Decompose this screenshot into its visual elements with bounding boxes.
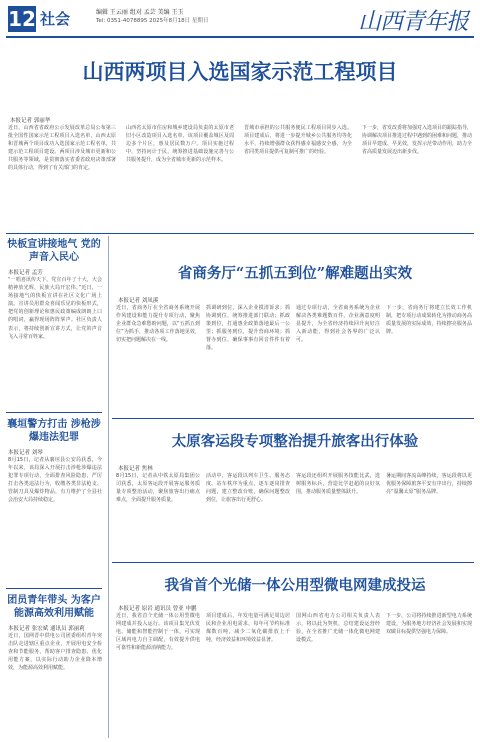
story4-column-1: 近日，我省首个光储一体公用型微电网建成并投入运行。该项目集光伏发电、储能和智能控制于一体，可实现区域内电力自主调配，有效提升供电可靠性和新能源消纳能力。 [116,613,200,652]
lead-column-2: 山西省太原市住房和城乡建设局负责的太原市老旧小区改造项目入选名单，该项目覆盖城区及周边多个片区，惠及居民数万户。项目实施过程中，坚持问计于民，统筹推进基础设施完善与公共服务提升，成为全省城市更新的示范样本。 [126,125,234,164]
story3-column-3: 客运段还组织开展服务技能比武，选树服务标兵，营造比学赶超的良好氛围，推动服务质量整体跃升。 [296,473,380,496]
lead-column-1: 近日，山西省省政府公示发展改革总局公布第三批全国性国家示范工程项目入选名单，山西太原和晋城两个项目成功入选国家示范工程名单，共建示范工程项目建设。两项目涉及城市更新和公共服务等领域，是贯彻落实省委省政府决策部署的具体行动，得到了有关部门的肯定。 [8,125,116,172]
side-body-3: 近日，国网晋中供电公司团委组织青年突击队走进辖区重点企业，开展用电安全检查和节能服务，帮助客户排查隐患、优化用能方案，以实际行动助力企业降本增效，为能源高效利用赋能。 [8,633,102,672]
story4-headline: 我省首个光储一体公用型微电网建成投运 [164,577,426,594]
side-divider-1 [6,412,102,413]
side-byline-1: 本报记者 孟芳 [8,270,43,276]
lead-byline: 本报记者 郭丽华 [10,118,51,124]
date-line: Tel: 0351-4078895 2025年8月18日 星期日 [96,18,209,24]
story4-column-3: 国网山西省电力公司相关负责人表示，将以此为契机，总结建设运营经验，在全省推广光储一体化微电网建设模式。 [296,613,380,644]
story4-column-2: 项目建成后，年发电量可满足周边居民和企业用电需求，每年可节约标准煤数百吨，减少二氧化碳排放上千吨，经济效益和环境效益显著。 [206,613,290,644]
story3-column-1: 8月15日，记者从中铁太原局集团公司获悉，太原客运段开展客运服务质量专项整治活动，聚焦旅客出行痛点难点，全面提升服务质量。 [116,473,200,504]
story2-byline: 本报记者 刘凤溪 [118,298,159,304]
side-headline-3: 团员青年带头 为客户能源高效利用赋能 [7,595,101,619]
lead-divider [6,233,474,234]
lead-column-3: 晋城市承担的公共服务便民工程项目同步入选。项目建成后，将进一步提升城乡公共服务均等化水平，持续增强群众获得感幸福感安全感，为全省同类项目提供可复制可推广的经验。 [244,125,352,156]
side-body-1: “一唱喜讯传天下，党宣百年了十大，大会精神放光辉，民族大局开宏伟。”近日，一场接地气的快板宣讲在社区文化广场上演。宣讲员用群众喜闻乐见的快板形式，把党的创新理论和惠民政策编成朗朗上口的唱词，赢得现场阵阵掌声。社区负责人表示，将持续创新宣讲方式，让党的声音飞入寻常百姓家。 [8,277,102,340]
story2-column-1: 近日，省商务厅在全省商务系统开展作风建设和能力提升专项行动，聚焦企业群众急难愁盼问题，以“五抓五到位”为抓手，推动各项工作落地见效，切实把问题解决在一线。 [116,305,200,344]
story2-column-4: 下一步，省商务厅将建立长效工作机制，把专项行动成果转化为推动商务高质量发展的实际成效，持续擦亮服务品牌。 [386,305,472,336]
story3-divider [112,562,474,563]
newspaper-logo: 山西青年报 [358,9,468,35]
story2-divider [112,418,474,419]
section-title: 社会 [40,10,71,28]
story2-column-2: 抓调研到位，深入企业摸清诉求；抓协调到位，统筹推进部门联动；抓政策到位，打通惠企政策落地最后一公里；抓服务到位，提升营商环境；抓督办到位，确保事事有回音件件有着落。 [206,305,290,352]
lead-column-4: 下一步，省发改委将加强对入选项目的跟踪指导，协调解决项目推进过程中遇到的困难和问题，推动项目早建成、早见效，发挥示范带动作用，助力全省高质量发展迈出新步伐。 [362,125,472,156]
editor-credits: 编辑 王云丽 组对 孟芸 美编 王玉 [96,9,184,16]
masthead-rule [6,36,474,38]
story2-headline: 省商务厅“五抓五到位”解难题出实效 [177,265,413,282]
side-headline-1: 快板宣讲接地气 党的声音入民心 [7,239,101,263]
side-body-2: 8月15日，记者从襄垣县公安局获悉，今年以来，该局深入开展打击涉枪涉爆违法犯罪专项行动，全面排查风险隐患，严厉打击各类违法行为，收缴各类非法枪支、管制刀具及爆炸物品，有力维护了全县社会治安大局持续稳定。 [8,457,102,504]
lead-headline: 山西两项目入选国家示范工程项目 [82,59,398,84]
side-divider-2 [6,588,102,589]
page-number: 12 [8,7,36,31]
story4-column-4: 下一步，公司将持续推进新型电力系统建设，为服务地方经济社会发展和实现双碳目标提供坚强电力保障。 [386,613,472,636]
side-byline-2: 本报记者 刘琴 [8,450,43,456]
story3-byline: 本报记者 焦林 [118,466,153,472]
masthead [0,0,480,40]
story3-headline: 太原客运段专项整治提升旅客出行体验 [171,433,419,450]
side-byline-3: 本报记者 张宏斌 通讯员 郭丽莉 [8,626,85,632]
story3-column-4: 暑运期间客流高峰持续，客运段将以更优服务保障旅客平安有序出行，持续擦亮“温馨太原”服务品牌。 [386,473,472,496]
story3-column-2: 活动中，客运段以列车卫生、服务态度、站车秩序为重点，逐车逐岗排查问题，建立整改台账，确保问题整改到位，让旅客出行更舒心。 [206,473,290,504]
side-headline-2: 襄垣警方打击 涉枪涉爆违法犯罪 [7,419,101,443]
story2-column-3: 通过专项行动，全省商务系统为企业解决各类难题数百件，企业满意度明显提升，为全省经济持续回升向好注入新动能，得到社会各界的广泛认可。 [296,305,380,344]
sidebar-separator [108,236,109,738]
story4-byline: 本报记者 原岩 通讯员 曾亚 申鹏 [118,606,197,612]
